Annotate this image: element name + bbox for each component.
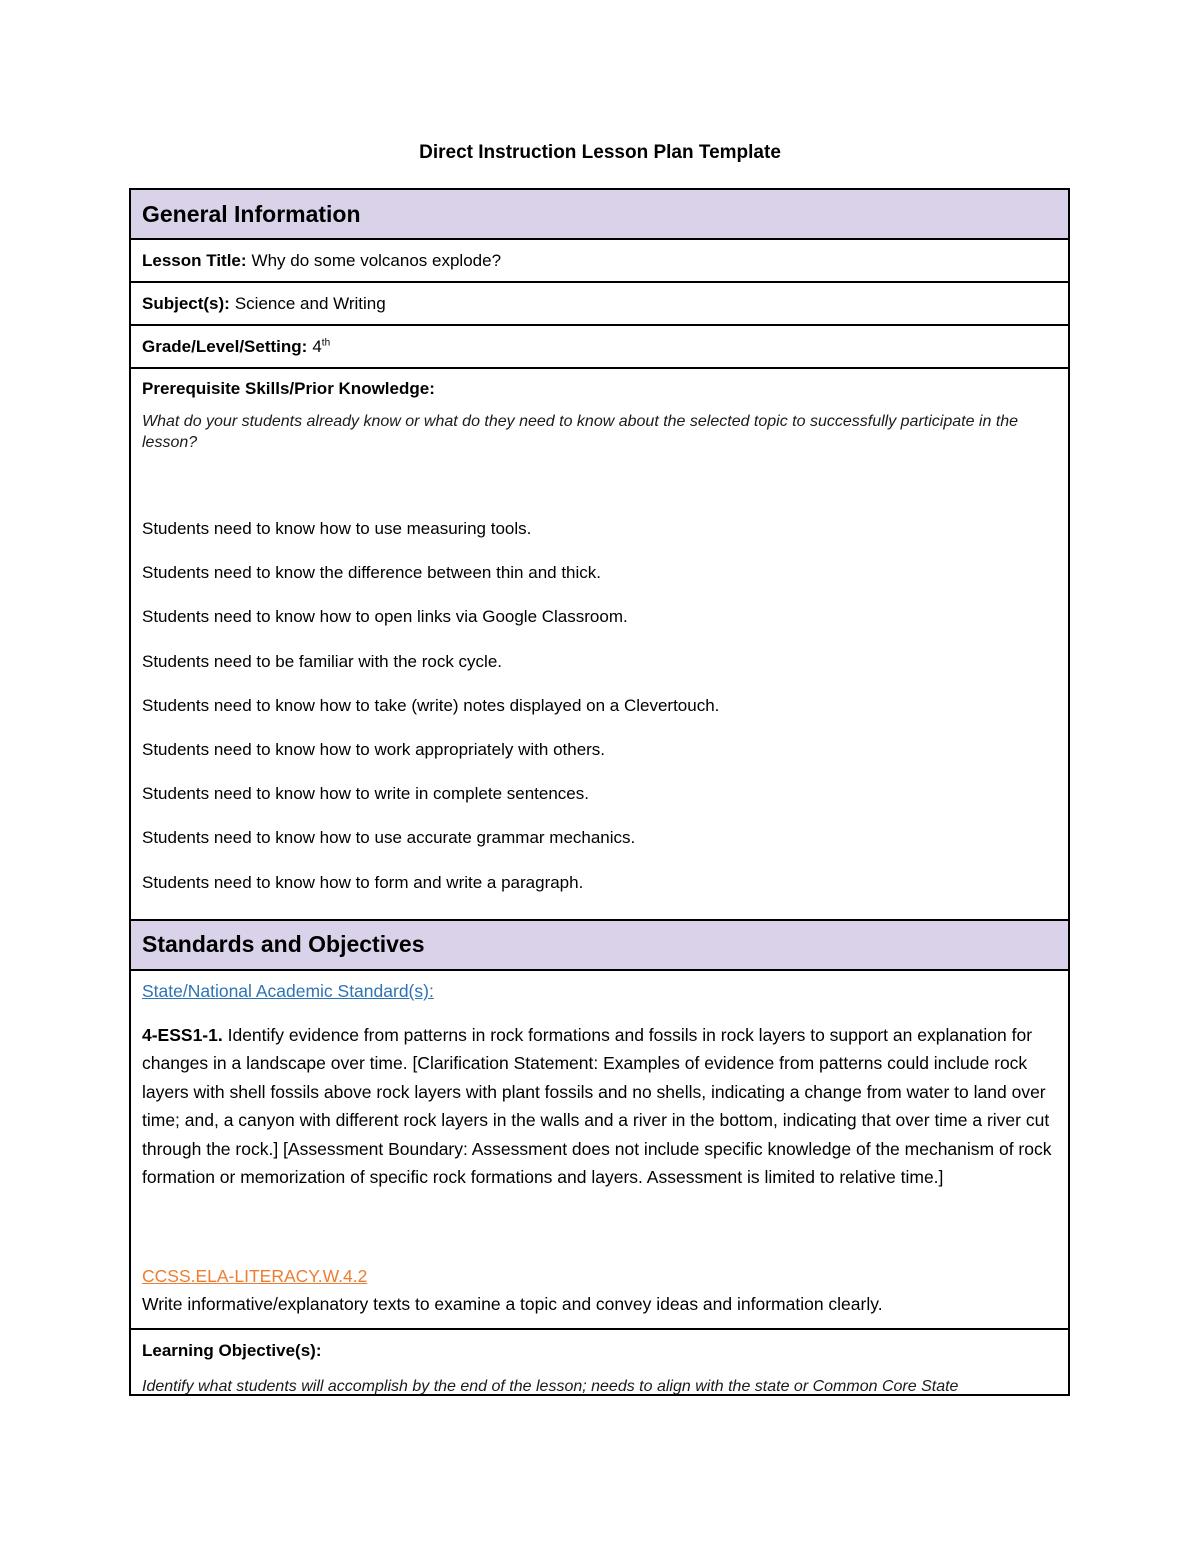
subject-value: Science and Writing [234, 293, 386, 313]
ccss-description: Write informative/explanatory texts to examine a topic and convey ideas and information clearly. [142, 1293, 883, 1314]
prerequisite-prompt: What do your students already know or what do they need to know about the selected topic to successfully participate in the lesson? [142, 413, 1019, 451]
standard-code: 4-ESS1-1. [142, 1024, 223, 1045]
learning-objective-prompt: Identify what students will accomplish by the end of the lesson; needs to align with the state or Common Core State [142, 1377, 959, 1395]
skill-item: Students need to know how to work appropriately with others. [142, 740, 606, 760]
subject-label: Subject(s): [142, 293, 230, 313]
prerequisite-label: Prerequisite Skills/Prior Knowledge: [142, 379, 435, 398]
standards-row [131, 971, 1068, 1330]
skill-item: Students need to know the difference between thin and thick. [142, 563, 601, 583]
subject-row [131, 283, 1068, 326]
skill-item: Students need to know how to use accurate grammar mechanics. [142, 828, 636, 848]
standards-objectives-heading: Standards and Objectives [131, 921, 1068, 971]
skill-item: Students need to know how to open links via Google Classroom. [142, 607, 628, 627]
skill-item: Students need to know how to use measuring tools. [142, 519, 532, 539]
general-information-heading: General Information [131, 190, 1068, 240]
document-title: Direct Instruction Lesson Plan Template [419, 142, 781, 163]
lesson-title-label: Lesson Title: [142, 250, 247, 270]
skill-item: Students need to be familiar with the rock cycle. [142, 651, 503, 671]
lesson-title-row [131, 240, 1068, 283]
grade-row [131, 326, 1068, 369]
standard-4-ess1-1 [142, 1021, 1057, 1192]
learning-objective-label: Learning Objective(s): [142, 1340, 322, 1360]
state-standards-link[interactable]: State/National Academic Standard(s): [142, 981, 434, 1002]
grade-label: Grade/Level/Setting: [142, 336, 308, 356]
skill-item: Students need to know how to form and write a paragraph. [142, 872, 584, 892]
skill-item: Students need to know how to take (write) notes displayed on a Clevertouch. [142, 695, 720, 715]
grade-value: 4th [312, 336, 331, 356]
learning-objective-row [131, 1330, 1068, 1396]
lesson-plan-table [129, 188, 1070, 1396]
lesson-title-value: Why do some volcanos explode? [251, 250, 502, 270]
skill-item: Students need to know how to write in complete sentences. [142, 784, 589, 804]
prerequisite-row [131, 369, 1068, 921]
ccss-link[interactable]: CCSS.ELA-LITERACY.W.4.2 [142, 1265, 368, 1286]
standard-text: Identify evidence from patterns in rock formations and fossils in rock layers to support an explanation for changes in a landscape over time. [Clarification Statement: Examples of evidence from patterns could include rock layers with shell fossils above rock layers with plant fossils and no shells, indicating a change from water to land over time; and, a canyon with different rock layers in the walls and a river in the bottom, indicating that over time a river cut through the rock.] [Assessment Boundary: Assessment does not include specific knowledge of the mechanism of rock formation or memorization of specific rock formations and layers. Assessment is limited to relative time.] [142, 1024, 1052, 1188]
